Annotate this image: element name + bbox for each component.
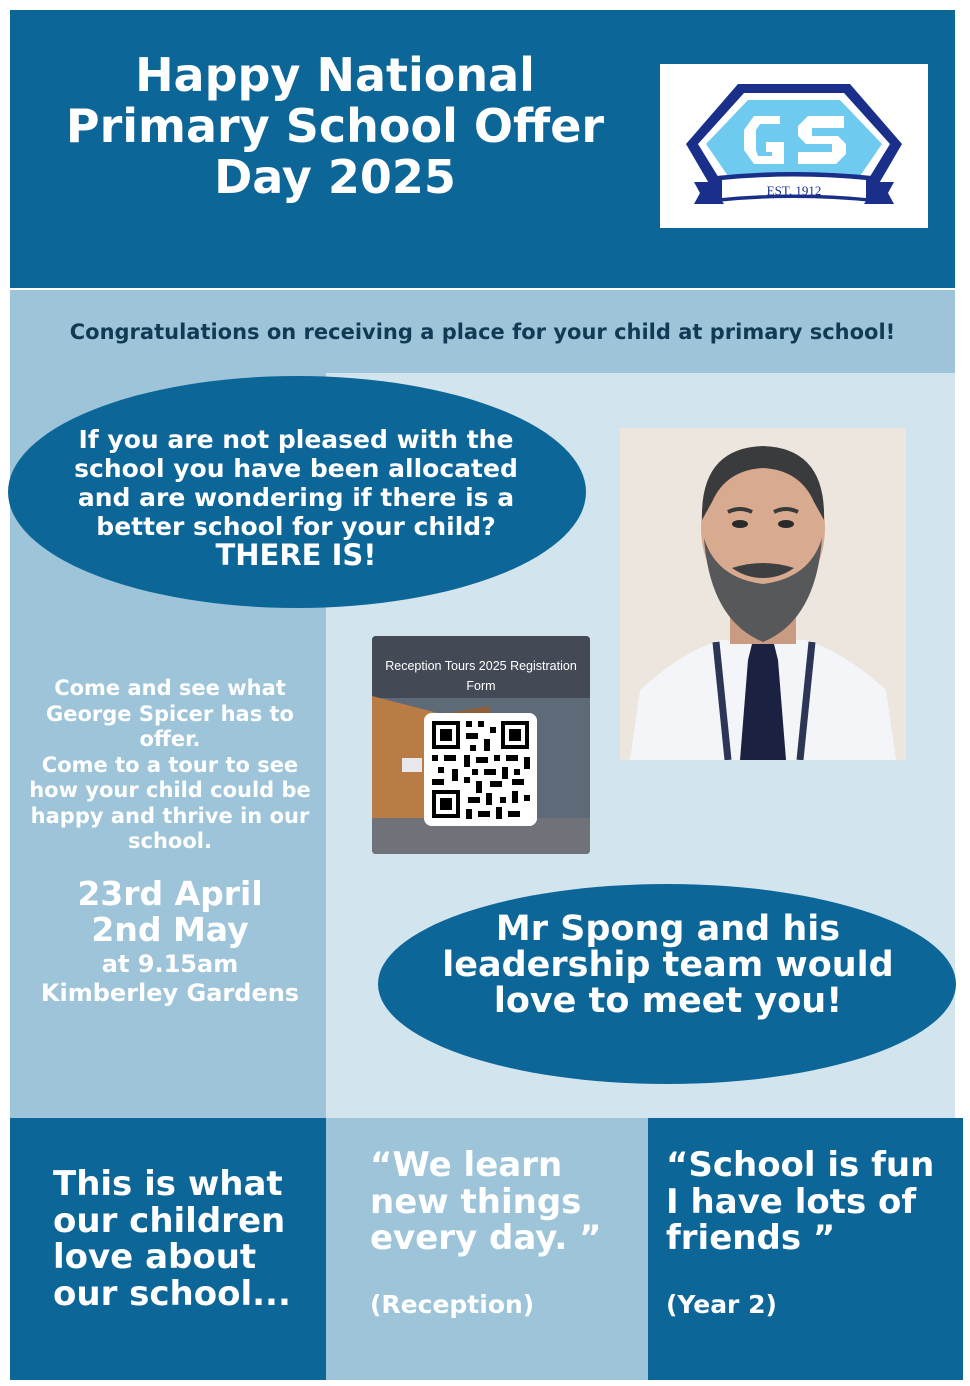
- bubble-bottom-line: Mr Spong and his: [495, 909, 841, 949]
- quote-year2-attribution: (Year 2): [666, 1290, 777, 1319]
- quote-year2: [666, 1147, 962, 1257]
- tour-date-1: 23rd April: [77, 874, 263, 913]
- tour-line: how your child could be: [29, 778, 311, 802]
- intro-line: our children: [53, 1200, 286, 1241]
- quote-line: friends ”: [666, 1218, 836, 1258]
- bubble-top-message: If you are not pleased with the school you have been allocated and are wondering if there is a better school for your child?: [74, 425, 518, 541]
- tour-line: offer.: [139, 727, 201, 751]
- bubble-bottom-text: [420, 911, 916, 1019]
- headteacher-photo: [620, 428, 906, 760]
- intro-line: our school...: [53, 1273, 291, 1314]
- page-title: [40, 50, 630, 203]
- quote-line: I have lots of: [666, 1181, 917, 1222]
- tour-time: at 9.15am: [101, 950, 239, 978]
- tour-line: Come and see what: [54, 676, 286, 700]
- congrats-message: Congratulations on receiving a place for your child at primary school!: [69, 320, 896, 344]
- tour-date-2: 2nd May: [91, 910, 249, 949]
- qr-card-title: Reception Tours 2025 Registration Form: [385, 659, 577, 693]
- tour-dates: [16, 876, 324, 948]
- bubble-top-emphasis: THERE IS!: [215, 538, 377, 572]
- bubble-bottom-line: love to meet you!: [493, 981, 843, 1021]
- tour-line: happy and thrive in our: [30, 803, 310, 828]
- title-line-1: Happy National: [135, 48, 535, 102]
- tour-invitation-text: [16, 676, 324, 855]
- tour-line: George Spicer has to: [46, 701, 294, 726]
- title-line-2: Primary School Offer: [65, 99, 605, 153]
- quote-reception: [370, 1147, 642, 1257]
- tour-time-location: [16, 950, 324, 1008]
- quote-reception-attribution: (Reception): [370, 1290, 535, 1319]
- tour-line: Come to a tour to see: [41, 752, 299, 777]
- quote-line: new things: [370, 1181, 582, 1222]
- title-line-3: Day 2025: [214, 150, 456, 204]
- bubble-bottom-line: leadership team would: [442, 945, 894, 985]
- tour-line: school.: [128, 829, 212, 853]
- school-logo: [660, 64, 928, 228]
- quote-line: every day. ”: [370, 1218, 602, 1258]
- quote-line: “School is fun: [666, 1145, 935, 1185]
- qr-code-icon[interactable]: [424, 713, 537, 826]
- children-love-intro: [53, 1166, 321, 1312]
- tour-location: Kimberley Gardens: [40, 979, 300, 1007]
- quote-line: “We learn: [370, 1145, 563, 1185]
- intro-line: This is what: [53, 1164, 283, 1204]
- bubble-top-text: [66, 425, 526, 571]
- intro-line: love about: [53, 1237, 257, 1277]
- logo-est-text: EST. 1912: [766, 183, 822, 198]
